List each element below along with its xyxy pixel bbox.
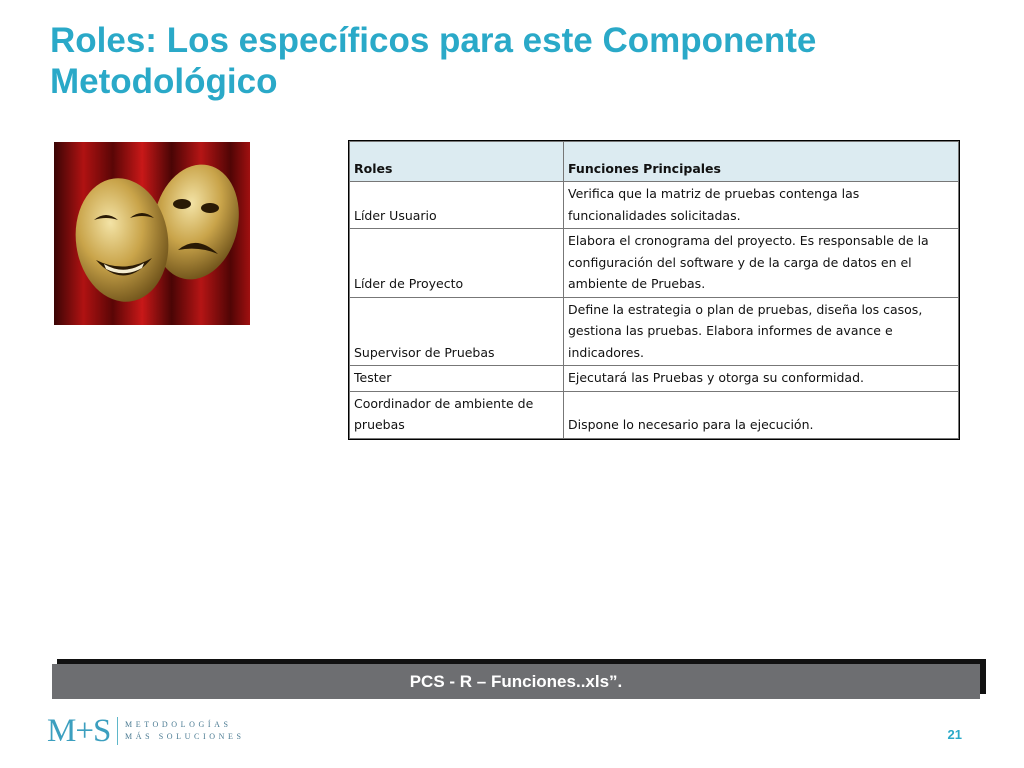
- table-header-row: [350, 142, 959, 182]
- function-cell: Verifica que la matriz de pruebas contenga las funcionalidades solicitadas.: [564, 182, 959, 229]
- table-row: [350, 182, 959, 229]
- function-cell: Elabora el cronograma del proyecto. Es responsable de la configuración del software y de la carga de datos en el ambiente de Pruebas.: [564, 229, 959, 298]
- header-funciones: Funciones Principales: [564, 142, 959, 182]
- page-number: 21: [947, 727, 962, 742]
- table-row: [350, 297, 959, 366]
- theater-masks-image: [54, 142, 250, 325]
- company-logo: [47, 713, 257, 749]
- function-cell: Ejecutará las Pruebas y otorga su conformidad.: [564, 366, 959, 392]
- role-cell: Líder Usuario: [350, 182, 564, 229]
- theater-masks-icon: [54, 142, 250, 325]
- footer-caption: PCS - R – Funciones..xls”.: [409, 671, 623, 691]
- logo-tagline-1: METODOLOGÍAS: [125, 720, 232, 729]
- role-cell: Coordinador de ambiente de pruebas: [350, 391, 564, 438]
- footer-caption-bar: [52, 664, 980, 699]
- function-cell: Dispone lo necesario para la ejecución.: [564, 391, 959, 438]
- logo-divider: [117, 717, 118, 745]
- slide-title: Roles: Los específicos para este Componente Metodológico: [50, 21, 817, 101]
- logo-mark: M+S: [47, 713, 111, 749]
- roles-table: [349, 141, 959, 439]
- role-cell: Tester: [350, 366, 564, 392]
- role-cell: Líder de Proyecto: [350, 229, 564, 298]
- logo-tagline-2: MÁS SOLUCIONES: [125, 732, 245, 741]
- function-cell: Define la estrategia o plan de pruebas, diseña los casos, gestiona las pruebas. Elabora informes de avance e indicadores.: [564, 297, 959, 366]
- table-row: [350, 366, 959, 392]
- table-row: [350, 391, 959, 438]
- table-row: [350, 229, 959, 298]
- role-cell: Supervisor de Pruebas: [350, 297, 564, 366]
- header-roles: Roles: [350, 142, 564, 182]
